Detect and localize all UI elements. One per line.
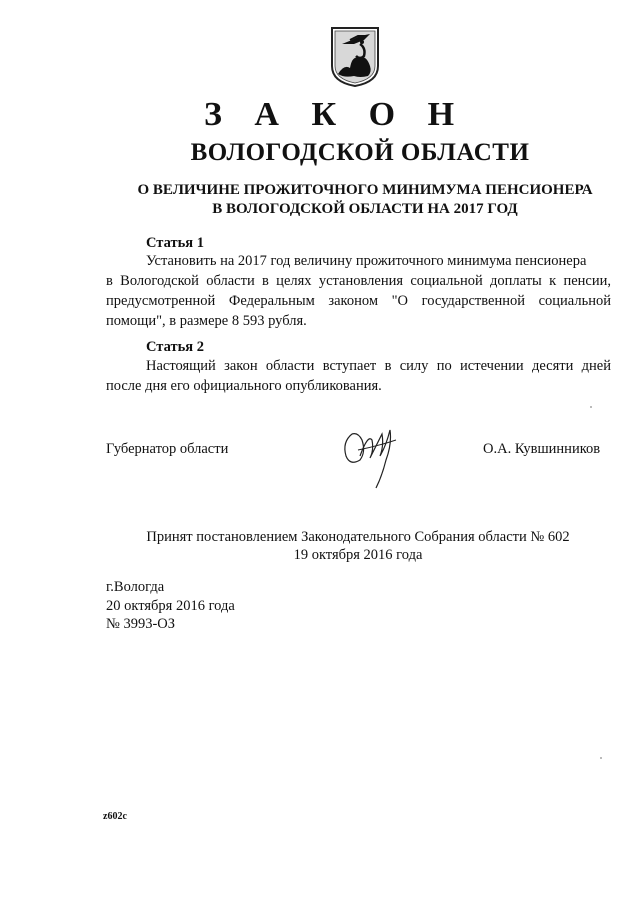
place-city: г.Вологда	[106, 579, 165, 595]
article-1-line: предусмотренной Федеральным законом "О государственной социальной	[106, 293, 611, 309]
article-1-line: Установить на 2017 год величину прожиточного минимума пенсионера	[146, 253, 587, 269]
scan-speck	[590, 406, 592, 408]
article-1-text	[106, 251, 611, 331]
law-number: № 3993-ОЗ	[106, 616, 176, 632]
handwritten-signature	[338, 420, 402, 492]
document-code: z602c	[103, 811, 127, 822]
law-title: З А К О Н	[203, 96, 467, 133]
governor-position: Губернатор области	[106, 441, 229, 457]
article-2-line: после дня его официального опубликования.	[106, 378, 382, 394]
adoption-line-1: Принят постановлением Законодательного Собрания области № 602	[146, 529, 570, 545]
article-2-title: Статья 2	[146, 339, 204, 355]
law-heading-line-2: В ВОЛОГОДСКОЙ ОБЛАСТИ НА 2017 ГОД	[212, 201, 518, 217]
article-1-line: в Вологодской области в целях установления социальной доплаты к пенсии,	[106, 273, 611, 289]
coat-of-arms-icon	[330, 26, 380, 88]
article-2-line: Настоящий закон области вступает в силу по истечении десяти дней	[146, 358, 611, 374]
governor-name: О.А. Кувшинников	[483, 441, 601, 457]
region-title: ВОЛОГОДСКОЙ ОБЛАСТИ	[190, 139, 530, 166]
article-1-line: помощи", в размере 8 593 рубля.	[106, 313, 307, 329]
signing-date: 20 октября 2016 года	[106, 598, 235, 614]
scan-speck	[600, 757, 602, 759]
article-2-text	[106, 356, 611, 396]
law-heading-line-1: О ВЕЛИЧИНЕ ПРОЖИТОЧНОГО МИНИМУМА ПЕНСИОНЕРА	[137, 182, 593, 198]
adoption-date: 19 октября 2016 года	[293, 547, 423, 563]
article-1-title: Статья 1	[146, 235, 204, 251]
